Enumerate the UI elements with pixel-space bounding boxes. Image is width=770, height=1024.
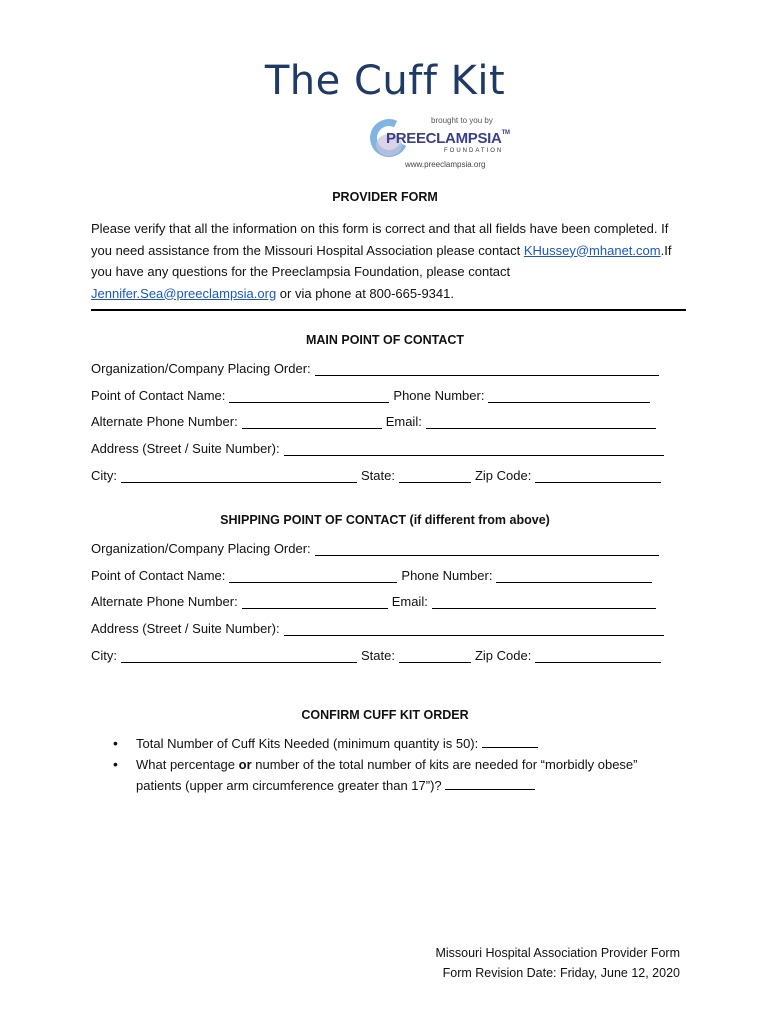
ship-address-label: Address (Street / Suite Number): — [91, 621, 280, 636]
ship-city-label: City: — [91, 648, 117, 663]
email-link-khussey[interactable]: KHussey@mhanet.com — [523, 242, 661, 258]
ship-zip-label: Zip Code: — [474, 648, 532, 663]
main-poc-label: Point of Contact Name: — [91, 388, 226, 403]
ship-poc-row — [91, 567, 656, 583]
main-email-label: Email: — [385, 414, 422, 429]
main-alt-row — [91, 413, 660, 429]
ship-state-field[interactable] — [399, 649, 471, 663]
main-email-field[interactable] — [426, 415, 656, 429]
email-link-jennifer[interactable]: Jennifer.Sea@preeclampsia.org — [91, 285, 277, 301]
order-questions — [113, 733, 673, 796]
main-poc-field[interactable] — [229, 389, 389, 403]
ship-state-label: State: — [361, 648, 395, 663]
main-city-row — [91, 467, 665, 483]
order-heading: CONFIRM CUFF KIT ORDER — [301, 708, 469, 722]
preeclampsia-foundation-logo — [370, 116, 510, 172]
main-address-row — [91, 440, 668, 456]
main-org-field[interactable] — [315, 362, 659, 376]
ship-alt-phone-label: Alternate Phone Number: — [91, 594, 238, 609]
ship-poc-field[interactable] — [229, 569, 397, 583]
ship-address-field[interactable] — [284, 622, 664, 636]
section-divider — [91, 309, 686, 311]
logo-name: PREECLAMPSIA™ — [386, 130, 510, 147]
ship-city-row — [91, 647, 665, 663]
main-city-field[interactable] — [121, 469, 357, 483]
footer — [435, 943, 680, 983]
intro-paragraph: Please verify that all the information on this form is correct and that all fields have been completed. If you need assistance from the Missouri Hospital Association please contact KHussey@mhanet.com.If you have any questions for the Preeclampsia Foundation, please contact Jennifer.Sea@preeclampsia.org or via phone at 800-665-9341. — [91, 221, 672, 301]
ship-phone-field[interactable] — [496, 569, 652, 583]
ship-email-field[interactable] — [432, 595, 656, 609]
ship-city-field[interactable] — [121, 649, 357, 663]
ship-phone-label: Phone Number: — [401, 568, 493, 583]
ship-zip-field[interactable] — [535, 649, 661, 663]
main-state-label: State: — [361, 468, 395, 483]
ship-org-field[interactable] — [315, 542, 659, 556]
main-zip-label: Zip Code: — [474, 468, 532, 483]
logo-url: www.preeclampsia.org — [405, 160, 486, 169]
main-org-row — [91, 360, 663, 376]
main-address-field[interactable] — [284, 442, 664, 456]
main-alt-phone-label: Alternate Phone Number: — [91, 414, 238, 429]
footer-form-name: Missouri Hospital Association Provider Form — [435, 946, 680, 960]
logo-foundation: FOUNDATION — [444, 148, 504, 154]
main-address-label: Address (Street / Suite Number): — [91, 441, 280, 456]
main-org-label: Organization/Company Placing Order: — [91, 361, 311, 376]
form-heading: PROVIDER FORM — [332, 190, 438, 204]
ship-alt-phone-field[interactable] — [242, 595, 388, 609]
ship-address-row — [91, 620, 668, 636]
ship-poc-label: Point of Contact Name: — [91, 568, 226, 583]
logo-brought-by: brought to you by — [431, 116, 493, 125]
ship-org-label: Organization/Company Placing Order: — [91, 541, 311, 556]
main-poc-row — [91, 387, 654, 403]
obese-percentage-field[interactable] — [445, 776, 535, 790]
main-zip-field[interactable] — [535, 469, 661, 483]
ship-alt-row — [91, 593, 660, 609]
list-item-obese-percentage: • What percentage or number of the total number of kits are needed for “morbidly obese” patients (upper arm circumference greater than 17”)? — [113, 754, 673, 796]
main-contact-heading: MAIN POINT OF CONTACT — [305, 333, 465, 347]
main-state-field[interactable] — [399, 469, 471, 483]
shipping-contact-heading: SHIPPING POINT OF CONTACT (if different from above) — [220, 513, 550, 527]
main-city-label: City: — [91, 468, 117, 483]
document-title: The Cuff Kit — [264, 58, 506, 104]
main-phone-field[interactable] — [488, 389, 650, 403]
ship-email-label: Email: — [391, 594, 428, 609]
list-item-kit-count: • Total Number of Cuff Kits Needed (minimum quantity is 50): — [113, 733, 673, 754]
footer-revision-date: Form Revision Date: Friday, June 12, 2020 — [442, 966, 680, 980]
ship-org-row — [91, 540, 663, 556]
main-phone-label: Phone Number: — [393, 388, 485, 403]
main-alt-phone-field[interactable] — [242, 415, 382, 429]
kit-count-field[interactable] — [482, 734, 538, 748]
